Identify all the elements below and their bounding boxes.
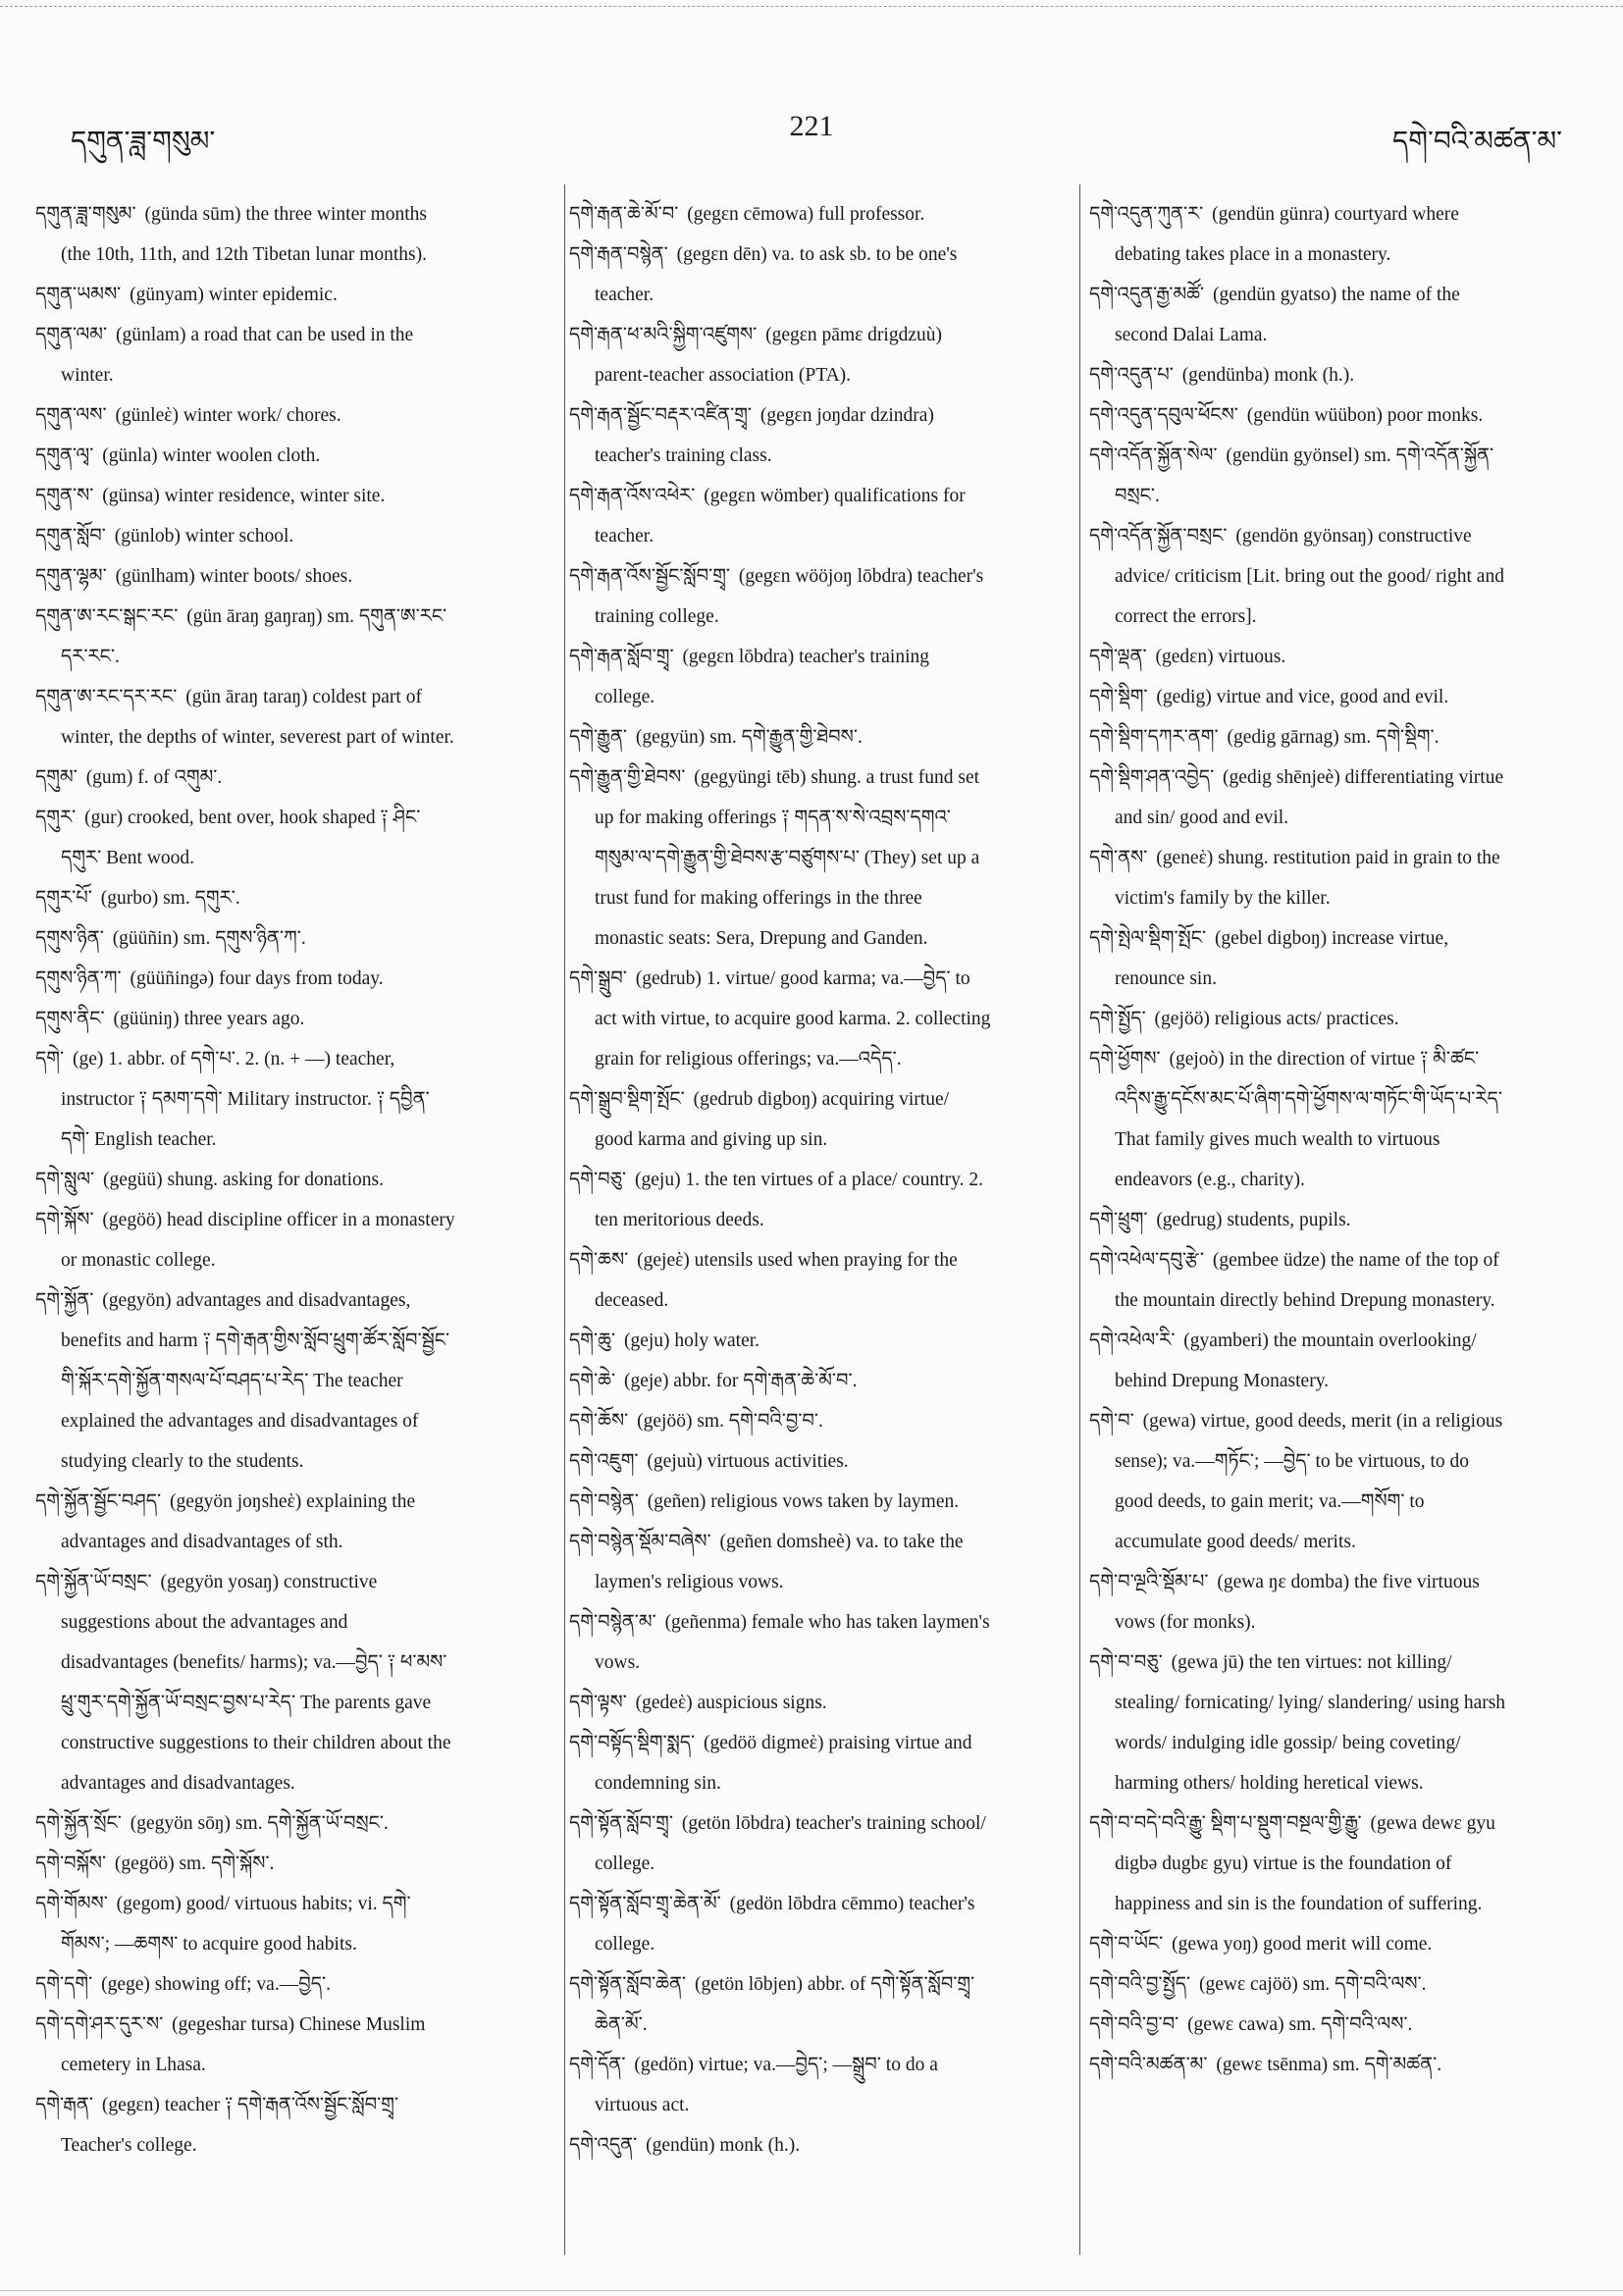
entry-definition: (gewa ŋɛ domba) the five virtuous vows (for monks). — [1115, 1572, 1480, 1633]
dictionary-entry — [35, 878, 457, 918]
entry-definition: (gewa jū) the ten virtues: not killing/ stealing/ fornicating/ lying/ slandering/ using harsh words/ indulging idle gossip/ being coveting/ harming others/ holding heretical views. — [1115, 1652, 1506, 1794]
entry-definition: (gegom) good/ virtuous habits; vi. དགེ་གོམས་; —ཆགས་ to acquire good habits. — [61, 1894, 411, 1955]
entry-headword: དགུན་ས་ — [35, 486, 94, 506]
dictionary-entry — [569, 637, 991, 717]
entry-headword: དགེ་བ་བཅུ་ — [1089, 1652, 1163, 1673]
dictionary-entry — [35, 1803, 457, 1844]
entry-definition: (günyam) winter epidemic. — [130, 285, 338, 305]
dictionary-entry — [35, 1964, 457, 2005]
entry-headword: དགུན་ཟླ་གསུམ་ — [35, 204, 136, 225]
entry-headword: དགེ་སྒྲུབ་ — [569, 968, 627, 989]
entry-definition: (ge) 1. abbr. of དགེ་པ་. 2. (n. + —) teacher, instructor ༑ དམག་དགེ་ Military instructor. ༑ དབྱིན་དགེ་ English teacher. — [61, 1049, 430, 1150]
entry-headword: དགེ་ལྟས་ — [569, 1693, 627, 1713]
entry-headword: དགེ་འདུན་པ་ — [1089, 365, 1174, 386]
entry-headword: དགེ་དོན་ — [569, 2055, 626, 2075]
dictionary-entry — [569, 2045, 991, 2125]
entry-definition: (gegɛn pāmɛ drigdzuù) parent-teacher association (PTA). — [595, 325, 942, 386]
dictionary-entry — [569, 1321, 991, 1361]
entry-definition: (gebel digboŋ) increase virtue, renounce sin. — [1115, 928, 1449, 989]
dictionary-entry — [35, 1884, 457, 1964]
running-head-right: དགེ་བའི་མཚན་མ་ — [1392, 127, 1562, 157]
dictionary-entry — [1089, 1924, 1511, 1964]
entry-definition: (gyamberi) the mountain overlooking/ behind Drepung Monastery. — [1115, 1331, 1477, 1391]
entry-headword: དགེ་འཕེལ་རི་ — [1089, 1331, 1176, 1351]
entry-headword: དགུན་ཨ་རང་སྒང་རང་ — [35, 606, 179, 627]
dictionary-entry — [569, 757, 991, 959]
entry-definition: (günsa) winter residence, winter site. — [102, 486, 386, 506]
dictionary-entry — [35, 315, 457, 395]
entry-definition: (gege) showing off; va.—བྱེད་. — [101, 1974, 331, 1995]
entry-headword: དགེ་ཆོས་ — [569, 1411, 629, 1432]
entry-definition: (gegɛn dēn) va. to ask sb. to be one's teacher. — [595, 244, 958, 305]
dictionary-entry — [35, 959, 457, 999]
dictionary-entry — [569, 1602, 991, 1683]
dictionary-entry — [35, 677, 457, 757]
entry-definition: (gedrub) 1. virtue/ good karma; va.—བྱེད་ to act with virtue, to acquire good karma. 2. collecting grain for religious offerings; va.—འདེད་. — [595, 968, 991, 1070]
dictionary-entry — [1089, 677, 1511, 717]
dictionary-entry — [569, 1401, 991, 1441]
entry-definition: (gejuù) virtuous activities. — [647, 1451, 849, 1472]
entry-headword: དགུན་ལྷམ་ — [35, 566, 107, 587]
entry-definition: (gedig shēnjeè) differentiating virtue and sin/ good and evil. — [1115, 767, 1504, 828]
entry-headword: དགེ་ཕྲུག་ — [1089, 1210, 1148, 1230]
entry-headword: དགེ་སྤེལ་སྡིག་སྤོང་ — [1089, 928, 1207, 949]
entry-headword: དགེ་ — [35, 1049, 65, 1070]
dictionary-entry — [569, 1884, 991, 1964]
dictionary-entry — [1089, 436, 1511, 516]
entry-definition: (gewa) virtue, good deeds, merit (in a religious sense); va.—གཏོང་; —བྱེད་ to be virtuous, to do good deeds, to gain merit; va.—གསོག་ to accumulate good deeds/ merits. — [1115, 1411, 1503, 1552]
entry-headword: དགེ་ཆུ་ — [569, 1331, 616, 1351]
entry-headword: དགེ་གོམས་ — [35, 1894, 108, 1914]
entry-headword: དགུན་ལམ་ — [35, 325, 108, 345]
dictionary-entry — [1089, 717, 1511, 757]
entry-headword: དགེ་སྐྱོན་སྲོང་ — [35, 1813, 122, 1834]
entry-headword: དགེ་རྒྱུན་གྱི་ཐེབས་ — [569, 767, 686, 788]
entry-definition: (gewɛ cajöö) sm. དགེ་བའི་ལས་. — [1199, 1974, 1427, 1995]
entry-definition: (güüñin) sm. དགུས་ཉིན་ཀ་. — [112, 928, 306, 949]
dictionary-entry — [35, 516, 457, 556]
entry-headword: དགེ་བ་ཡོང་ — [1089, 1934, 1164, 1955]
dictionary-entry — [1089, 1200, 1511, 1240]
dictionary-entry — [35, 1200, 457, 1280]
dictionary-entry — [1089, 395, 1511, 436]
dictionary-entry — [1089, 1039, 1511, 1200]
entry-definition: (gejeὲ) utensils used when praying for the deceased. — [595, 1250, 958, 1311]
entry-headword: དགེ་བསྟོད་སྡིག་སྨད་ — [569, 1733, 696, 1753]
entry-definition: (gegɛn) teacher ༑ དགེ་རྒན་འོས་སྦྱོང་སློབ་གྲྭ་ Teacher's college. — [61, 2095, 399, 2156]
entry-headword: དགེ་བའི་བྱ་སྤྱོད་ — [1089, 1974, 1191, 1995]
entry-definition: (geju) 1. the ten virtues of a place/ country. 2. ten meritorious deeds. — [595, 1170, 984, 1230]
entry-headword: དགེ་སྐྱོན་ཡོ་བསྲང་ — [35, 1572, 152, 1592]
entry-definition: (getön lōbdra) teacher's training school/ college. — [595, 1813, 986, 1874]
entry-headword: དགེ་དགེ་ — [35, 1974, 93, 1995]
entry-definition: (günlham) winter boots/ shoes. — [115, 566, 353, 587]
entry-definition: (günleὲ) winter work/ chores. — [115, 405, 341, 426]
entry-definition: (gegyüngi tēb) shung. a trust fund set up for making offerings ༑ གདན་ས་སེ་འབྲས་དགའ་གསུམ་ལ་དགེ་རྒྱུན་གྱི་ཐེབས་རྩ་བཙུགས་པ་ (They) set up a trust fund for making offerings in the three monastic seats: Sera, Drepung and Ganden. — [595, 767, 980, 949]
entry-definition: (gedön lōbdra cēmmo) teacher's college. — [595, 1894, 975, 1955]
dictionary-entry — [35, 275, 457, 315]
entry-headword: དགེ་སྐྱོན་ — [35, 1290, 94, 1311]
dictionary-entry — [569, 1441, 991, 1482]
entry-definition: (gedig gārnag) sm. དགེ་སྡིག་. — [1227, 727, 1440, 748]
dictionary-entry — [35, 999, 457, 1039]
entry-definition: (gewa dewɛ gyu digbə dugbɛ gyu) virtue is the foundation of happiness and sin is the foundation of suffering. — [1115, 1813, 1495, 1914]
dictionary-entry — [1089, 1240, 1511, 1321]
entry-headword: དགེ་རྒན་བསྙེན་ — [569, 244, 668, 265]
dictionary-entry — [1089, 637, 1511, 677]
entry-headword: དགུས་ཉིན་ — [35, 928, 104, 949]
dictionary-entry — [1089, 1401, 1511, 1562]
entry-headword: དགེ་རྒན་ — [35, 2095, 93, 2115]
dictionary-entry — [569, 959, 991, 1079]
dictionary-entry — [1089, 516, 1511, 637]
entry-headword: དགེ་རྒན་འོས་སྦྱོང་སློབ་གྲྭ་ — [569, 566, 731, 587]
entry-headword: དགེ་སྟོན་སློབ་གྲྭ་ཆེན་མོ་ — [569, 1894, 721, 1914]
entry-headword: དགེ་རྒན་ཕ་མའི་སྐྱིག་འཛུགས་ — [569, 325, 758, 345]
dictionary-entry — [35, 556, 457, 597]
dictionary-entry — [569, 1723, 991, 1803]
dictionary-entry — [569, 1079, 991, 1160]
dictionary-entry — [1089, 1643, 1511, 1803]
entry-definition: (gegyön joŋsheὲ) explaining the advantages and disadvantages of sth. — [61, 1491, 416, 1552]
entry-definition: (geju) holy water. — [623, 1331, 760, 1351]
entry-definition: (gün āraŋ gaŋraŋ) sm. དགུན་ཨ་རང་དར་རང་. — [61, 606, 447, 667]
entry-definition: (gejöö) religious acts/ practices. — [1154, 1009, 1399, 1029]
dictionary-entry — [1089, 999, 1511, 1039]
entry-definition: (güüniŋ) three years ago. — [113, 1009, 305, 1029]
entry-headword: དགེ་སྒྲུབ་སྡིག་སྤོང་ — [569, 1089, 685, 1110]
entry-headword: དགེ་འཇུག་ — [569, 1451, 639, 1472]
entry-headword: དགེ་རྒན་འོས་འཕེར་ — [569, 486, 696, 506]
entry-headword: དགེ་སྡིག་ — [1089, 687, 1148, 707]
entry-headword: དགེ་སྡིག་ཤན་འབྱེད་ — [1089, 767, 1215, 788]
entry-headword: དགེ་བསྐོས་ — [35, 1853, 107, 1874]
entry-headword: དགུས་ནིང་ — [35, 1009, 105, 1029]
page-number: 221 — [789, 110, 834, 142]
entry-definition: (gegɛn wömber) qualifications for teacher. — [595, 486, 966, 547]
scan-edge-bottom — [0, 2290, 1623, 2292]
dictionary-entry — [35, 798, 457, 878]
entry-headword: དགེ་རྒན་སྦྱོང་བརྡར་འཛིན་གྲྭ་ — [569, 405, 753, 426]
entry-definition: (gedig) virtue and vice, good and evil. — [1156, 687, 1449, 707]
entry-definition: (gün āraŋ taraŋ) coldest part of winter, the depths of winter, severest part of winter. — [61, 687, 454, 748]
dictionary-entry — [1089, 838, 1511, 918]
entry-definition: (gejöö) sm. དགེ་བའི་བྱ་བ་. — [637, 1411, 823, 1432]
dictionary-entry — [1089, 918, 1511, 999]
dictionary-entry — [569, 1683, 991, 1723]
entry-headword: དགུར་པོ་ — [35, 888, 92, 909]
entry-headword: དགེ་སྐོས་ — [35, 1210, 94, 1230]
entry-definition: (gegɛn lōbdra) teacher's training college. — [595, 647, 929, 707]
entry-headword: དགེ་འདུན་ — [569, 2135, 638, 2156]
dictionary-entry — [569, 1160, 991, 1240]
entry-headword: དགེ་དགེ་ཤར་དུར་ས་ — [35, 2014, 164, 2035]
entry-definition: (gewɛ tsēnma) sm. དགེ་མཚན་. — [1216, 2055, 1442, 2075]
dictionary-entry — [569, 1803, 991, 1884]
dictionary-column-1 — [35, 194, 457, 2166]
entry-headword: དགེ་བའི་བྱ་བ་ — [1089, 2014, 1179, 2035]
dictionary-entry — [35, 757, 457, 798]
entry-definition: (geñen) religious vows taken by laymen. — [647, 1491, 960, 1512]
dictionary-entry — [1089, 757, 1511, 838]
entry-headword: དགུར་ — [35, 808, 77, 828]
dictionary-entry — [1089, 1562, 1511, 1643]
entry-headword: དགེ་འདུན་རྒྱ་མཚོ་ — [1089, 285, 1205, 305]
entry-definition: (geje) abbr. for དགེ་རྒན་ཆེ་མོ་བ་. — [623, 1371, 858, 1391]
column-divider — [564, 184, 565, 2255]
dictionary-entry — [569, 194, 991, 235]
entry-headword: དགུན་སློབ་ — [35, 526, 106, 547]
entry-definition: (gegeshar tursa) Chinese Muslim cemetery in Lhasa. — [61, 2014, 426, 2075]
entry-definition: (gendün gyönsel) sm. དགེ་འདོན་སྐྱོན་བསྲང་. — [1115, 445, 1494, 506]
entry-definition: (gegyön sōŋ) sm. དགེ་སྐྱོན་ཡོ་བསྲང་. — [130, 1813, 389, 1834]
dictionary-entry — [35, 194, 457, 275]
dictionary-entry — [35, 476, 457, 516]
dictionary-entry — [35, 1039, 457, 1160]
entry-definition: (geneὲ) shung. restitution paid in grain to the victim's family by the killer. — [1115, 848, 1500, 909]
entry-headword: དགེ་རྒན་ཆེ་མོ་བ་ — [569, 204, 679, 225]
entry-definition: (gegyön yosaŋ) constructive suggestions about the advantages and disadvantages (benefits/ harms); va.—བྱེད་ ༑ ཕ་མས་ཕྲུ་གུར་དགེ་སྐྱོན་ཡོ་བསྲང་བྱས་པ་རེད་ The parents gave constructive suggestions to their children about the advantages and disadvantages. — [61, 1572, 451, 1794]
dictionary-entry — [1089, 2045, 1511, 2085]
entry-definition: (gegɛn joŋdar dzindra) teacher's training class. — [595, 405, 934, 466]
dictionary-column-2 — [569, 194, 991, 2166]
dictionary-entry — [569, 476, 991, 556]
entry-headword: དགེ་བ་ལྔའི་སྡོམ་པ་ — [1089, 1572, 1209, 1592]
entry-definition: (getön lōbjen) abbr. of དགེ་སྟོན་སློབ་གྲྭ་ཆེན་མོ་. — [595, 1974, 975, 2035]
entry-definition: (gendün gyatso) the name of the second Dalai Lama. — [1115, 285, 1460, 345]
dictionary-entry — [35, 1562, 457, 1803]
entry-definition: (gegyün) sm. དགེ་རྒྱུན་གྱི་ཐེབས་. — [635, 727, 863, 748]
dictionary-entry — [35, 2085, 457, 2166]
entry-headword: དགེ་སྟོན་སློབ་གྲྭ་ — [569, 1813, 673, 1834]
entry-definition: (gewɛ cawa) sm. དགེ་བའི་ལས་. — [1187, 2014, 1413, 2035]
dictionary-entry — [569, 235, 991, 315]
dictionary-entry — [35, 395, 457, 436]
entry-headword: དགེ་སྤྱོད་ — [1089, 1009, 1146, 1029]
entry-headword: དགེ་སྟོན་སློབ་ཆེན་ — [569, 1974, 687, 1995]
entry-headword: དགེ་སླུལ་ — [35, 1170, 95, 1190]
entry-definition: (gewa yoŋ) good merit will come. — [1172, 1934, 1433, 1955]
entry-definition: (gendün) monk (h.). — [646, 2135, 801, 2156]
entry-definition: (geñen domsheè) va. to take the laymen's religious vows. — [595, 1532, 964, 1592]
entry-definition: (gendön gyönsaŋ) constructive advice/ criticism [Lit. bring out the good/ right and correct the errors]. — [1115, 526, 1504, 627]
entry-headword: དགུམ་ — [35, 767, 78, 788]
dictionary-entry — [569, 556, 991, 637]
dictionary-entry — [35, 597, 457, 677]
dictionary-entry — [35, 1482, 457, 1562]
entry-headword: དགེ་རྒན་སློབ་གྲྭ་ — [569, 647, 674, 667]
dictionary-entry — [569, 1964, 991, 2045]
entry-definition: (gendün wüübon) poor monks. — [1246, 405, 1484, 426]
entry-definition: (gegyön) advantages and disadvantages, benefits and harm ༑ དགེ་རྒན་གྱིས་སློབ་ཕྲུག་ཚོར་སློབ་སྦྱོང་གི་སྐོར་དགེ་སྐྱོན་གསལ་པོ་བཤད་པ་རེད་ The teacher explained the advantages and disadvantages of studying clearly to the students. — [61, 1290, 450, 1472]
entry-headword: དགེ་འདུན་དབུལ་ཕོངས་ — [1089, 405, 1238, 426]
dictionary-entry — [1089, 1803, 1511, 1924]
entry-headword: དགུན་ཨ་རང་དར་རང་ — [35, 687, 178, 707]
dictionary-entry — [1089, 1321, 1511, 1401]
entry-definition: (gejoò) in the direction of virtue ༑ མི་ཚང་འདིས་རྒྱུ་དངོས་མང་པོ་ཞིག་དགེ་ཕྱོགས་ལ་གཏོང་གི་ཡོད་པ་རེད་ That family gives much wealth to virtuous endeavors (e.g., charity). — [1115, 1049, 1502, 1190]
entry-headword: དགེ་བཅུ་ — [569, 1170, 627, 1190]
dictionary-entry — [569, 1482, 991, 1522]
entry-definition: (güüñingə) four days from today. — [130, 968, 384, 989]
entry-definition: (günla) winter woolen cloth. — [102, 445, 321, 466]
entry-definition: (gedön) virtue; va.—བྱེད་; —སྒྲུབ་ to do a virtuous act. — [595, 2055, 938, 2115]
entry-headword: དགེ་འདུན་ཀུན་ར་ — [1089, 204, 1204, 225]
entry-definition: (gendünba) monk (h.). — [1181, 365, 1355, 386]
entry-headword: དགེ་ནས་ — [1089, 848, 1148, 868]
entry-definition: (gedeὲ) auspicious signs. — [635, 1693, 827, 1713]
entry-definition: (günlob) winter school. — [114, 526, 294, 547]
entry-definition: (gurbo) sm. དགུར་. — [100, 888, 240, 909]
entry-definition: (gendün günra) courtyard where debating takes place in a monastery. — [1115, 204, 1459, 265]
entry-headword: དགེ་འདོན་སྐྱོན་བསྲང་ — [1089, 526, 1228, 547]
dictionary-entry — [569, 315, 991, 395]
scan-edge-top — [0, 0, 1623, 7]
entry-headword: དགེ་རྒྱུན་ — [569, 727, 627, 748]
entry-definition: (günda sūm) the three winter months (the 10th, 11th, and 12th Tibetan lunar months). — [61, 204, 428, 265]
dictionary-entry — [569, 1240, 991, 1321]
entry-headword: དགེ་ཕྱོགས་ — [1089, 1049, 1161, 1070]
dictionary-entry — [35, 1844, 457, 1884]
dictionary-entry — [1089, 194, 1511, 275]
entry-headword: དགེ་ཆེ་ — [569, 1371, 616, 1391]
entry-definition: (geñenma) female who has taken laymen's vows. — [595, 1612, 990, 1673]
entry-headword: དགེ་བ་བདེ་བའི་རྒྱུ་ སྡིག་པ་སྡུག་བསྔལ་གྱི་རྒྱུ་ — [1089, 1813, 1362, 1834]
entry-headword: དགེ་བསྙེན་སྡོམ་བཞེས་ — [569, 1532, 711, 1552]
entry-definition: (gum) f. of འགུམ་. — [85, 767, 223, 788]
entry-definition: (gur) crooked, bent over, hook shaped ༑ ཤིང་དགུར་ Bent wood. — [61, 808, 421, 868]
dictionary-entry — [35, 1160, 457, 1200]
entry-definition: (gegɛn cēmowa) full professor. — [687, 204, 925, 225]
entry-definition: (gedrug) students, pupils. — [1156, 1210, 1351, 1230]
entry-headword: དགེ་བའི་མཚན་མ་ — [1089, 2055, 1208, 2075]
dictionary-entry — [1089, 1964, 1511, 2005]
entry-headword: དགེ་སྐྱོན་སྦྱོང་བཤད་ — [35, 1491, 162, 1512]
dictionary-column-3 — [1089, 194, 1511, 2085]
dictionary-entry — [1089, 275, 1511, 355]
running-head-left: དགུན་ཟླ་གསུམ་ — [71, 127, 216, 157]
dictionary-entry — [1089, 355, 1511, 395]
dictionary-entry — [569, 2125, 991, 2166]
entry-definition: (gedrub digboŋ) acquiring virtue/ good karma and giving up sin. — [595, 1089, 950, 1150]
dictionary-entry — [569, 1361, 991, 1401]
entry-definition: (gegɛn wööjoŋ lōbdra) teacher's training college. — [595, 566, 984, 627]
entry-headword: དགེ་འཕེལ་དབུ་རྩེ་ — [1089, 1250, 1205, 1271]
entry-definition: (gedɛn) virtuous. — [1155, 647, 1286, 667]
entry-headword: དགུན་ཡམས་ — [35, 285, 122, 305]
dictionary-entry — [35, 436, 457, 476]
entry-headword: དགེ་འདོན་སྐྱོན་སེལ་ — [1089, 445, 1218, 466]
entry-headword: དགུན་ལས་ — [35, 405, 107, 426]
entry-definition: (gedöö digmeὲ) praising virtue and condemning sin. — [595, 1733, 972, 1794]
dictionary-entry — [35, 1280, 457, 1482]
entry-headword: དགེ་བསྙེན་ — [569, 1491, 639, 1512]
entry-definition: (gegüü) shung. asking for donations. — [103, 1170, 384, 1190]
entry-headword: དགེ་བ་ — [1089, 1411, 1134, 1432]
entry-definition: (gegöö) sm. དགེ་སྐོས་. — [114, 1853, 275, 1874]
dictionary-entry — [35, 918, 457, 959]
entry-headword: དགུན་ལྭ་ — [35, 445, 94, 466]
entry-definition: (günlam) a road that can be used in the winter. — [61, 325, 414, 386]
dictionary-entry — [569, 1522, 991, 1602]
entry-headword: དགེ་ཆས་ — [569, 1250, 629, 1271]
column-divider — [1079, 184, 1080, 2255]
entry-definition: (gembee üdze) the name of the top of the mountain directly behind Drepung monastery. — [1115, 1250, 1499, 1311]
dictionary-entry — [569, 395, 991, 476]
dictionary-entry — [569, 717, 991, 757]
entry-headword: དགེ་སྡིག་དཀར་ནག་ — [1089, 727, 1219, 748]
entry-headword: དགུས་ཉིན་ཀ་ — [35, 968, 122, 989]
entry-definition: (gegöö) head discipline officer in a monastery or monastic college. — [61, 1210, 455, 1271]
entry-headword: དགེ་ལྡན་ — [1089, 647, 1147, 667]
dictionary-entry — [35, 2005, 457, 2085]
entry-headword: དགེ་བསྙེན་མ་ — [569, 1612, 656, 1633]
dictionary-entry — [1089, 2005, 1511, 2045]
